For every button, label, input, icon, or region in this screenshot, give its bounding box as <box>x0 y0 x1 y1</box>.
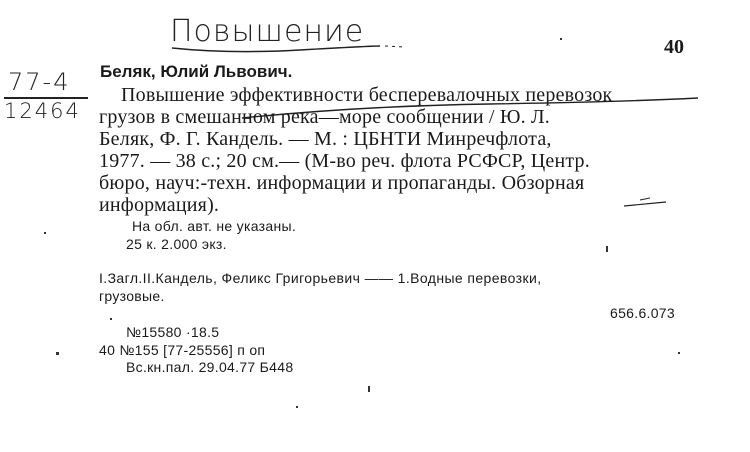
scan-speck <box>296 406 298 408</box>
registry-number: №15580 ·18.5 <box>126 324 220 340</box>
scan-speck <box>678 352 680 354</box>
description-line-2: грузов в смешанном река—море сообщении / Ю. Л. <box>99 106 550 128</box>
description-line-4: 1977. — 38 с.; 20 см.— (М-во реч. флота РСФСР, Центр. <box>99 150 590 172</box>
description-line-5: бюро, науч:-техн. информации и пропаганды. Обзорная <box>99 172 585 194</box>
tracings-line-2: грузовые. <box>99 288 165 304</box>
tracings-line-1: I.Загл.II.Кандель, Феликс Григорьевич —— 1.Водные перевозки, <box>99 270 542 286</box>
scan-speck <box>560 38 562 40</box>
handwritten-underline <box>170 38 410 58</box>
author-heading: Беляк, Юлий Львович. <box>100 62 293 81</box>
classification-number: 656.6.073 <box>610 305 675 321</box>
description-line-3: Беляк, Ф. Г. Кандель. — М. : ЦБНТИ Минречфлота, <box>99 128 552 150</box>
description-line-6: информация). <box>99 194 220 216</box>
scan-speck <box>56 352 59 355</box>
bottom-line-2: Вс.кн.пал. 29.04.77 Б448 <box>126 359 294 375</box>
scan-speck <box>110 318 112 320</box>
handwritten-title: Повышение <box>170 14 365 49</box>
handwritten-mark <box>620 196 670 212</box>
handwritten-code-bottom: 12464 <box>4 99 81 123</box>
bottom-line-1: 40 №155 [77-25556] п оп <box>99 342 266 358</box>
scan-speck <box>44 232 46 234</box>
scan-speck <box>606 246 608 252</box>
scan-speck <box>368 386 370 392</box>
page-number: 40 <box>664 36 684 58</box>
note-line-1: На обл. авт. не указаны. <box>132 218 297 234</box>
handwritten-code-top: 77-4 <box>8 68 71 96</box>
description-line-1: Повышение эффективности бесперевалочных перевозок <box>121 84 613 106</box>
note-line-2: 25 к. 2.000 экз. <box>126 236 227 252</box>
